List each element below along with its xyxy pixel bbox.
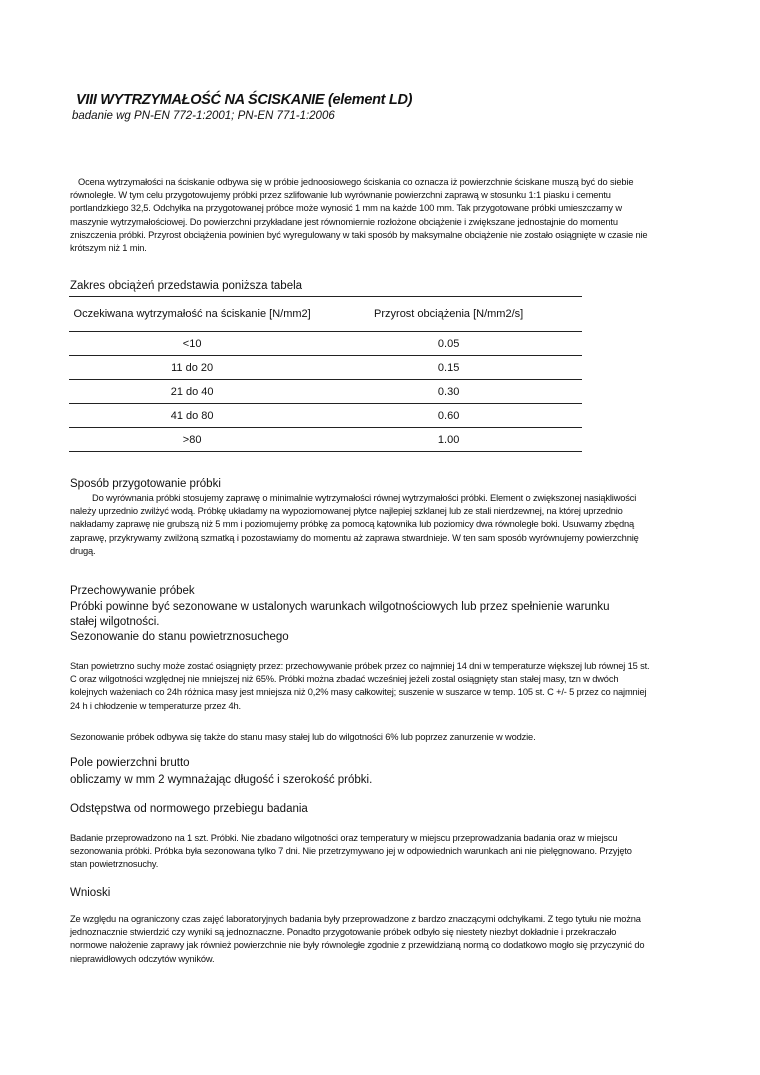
table-row (69, 380, 582, 404)
storage-paragraph: Próbki powinne być sezonowane w ustalonych warunkach wilgotnościowych lub przez spełnienie warunku stałej wilgotności. (70, 601, 610, 628)
conclusions-heading: Wnioski (70, 887, 111, 899)
table-cell: 0.30 (315, 380, 582, 404)
table-cell: 21 do 40 (69, 380, 315, 404)
table-caption: Zakres obciążeń przedstawia poniższa tabela (70, 280, 303, 292)
table-cell: <10 (69, 332, 315, 356)
area-heading: Pole powierzchni brutto (70, 757, 190, 769)
page-title: VIII WYTRZYMAŁOŚĆ NA ŚCISKANIE (element LD) (76, 92, 413, 108)
seasoning-note: Sezonowanie próbek odbywa się także do stanu masy stałej lub do wilgotności 6% lub poprzez zanurzenie w wodzie. (70, 732, 536, 742)
table-header-row (69, 297, 582, 332)
table-header-rate: Przyrost obciążenia [N/mm2/s] (315, 297, 582, 332)
conclusions-paragraph: Ze względu na ograniczony czas zajęć laboratoryjnych badania były przeprowadzone z bardzo znaczącymi odchyłkami. Z tego tytułu nie można jednoznacznie stwierdzić czy wyniki są jednoznaczne. Ponadto przygotowanie próbek odbyło się niestety niezbyt dokładnie i przekraczało normowe nałożenie zaprawy jak również powierzchnie nie były równoległe zgodnie z przewidzianą normą co dodatkowo mogło się przyczynić do nieprawidłowych odczytów wyników. (70, 914, 645, 964)
table-cell: 0.05 (315, 332, 582, 356)
load-rate-table (69, 296, 582, 452)
area-paragraph: obliczamy w mm 2 wymnażając długość i szerokość próbki. (70, 774, 373, 786)
prep-paragraph: Do wyrównania próbki stosujemy zaprawę o minimalnie wytrzymałości równej wytrzymałości próbki. Element o zwiększonej nasiąkliwości należy uprzednio zwilżyć wodą. Próbkę układamy na wypoziomowanej płytce najlepiej szklanej lub ze stali nierdzewnej, na której uprzednio nakładamy zaprawę nie grubszą niż 5 mm i poziomujemy próbkę za pomocą kątownika lub poziomicy dwa równoległe boki. Usuwamy zbędną zaprawę, przykrywamy zwilżoną szmatką i pozostawiamy do momentu aż zaprawa stwardnieje. W ten sam sposób wyrównujemy powierzchnię drugą. (70, 493, 639, 556)
deviations-paragraph: Badanie przeprowadzono na 1 szt. Próbki. Nie zbadano wilgotności oraz temperatury w miejscu przeprowadzania badania oraz w miejscu sezonowania próbki. Próbka była sezonowana tylko 7 dni. Nie przetrzymywano jej w odpowiednich warunkach ani nie pielęgnowano. Przyjęto stan powietrznosuchy. (70, 833, 632, 870)
deviations-heading: Odstępstwa od normowego przebiegu badania (70, 803, 308, 815)
table-row (69, 428, 582, 452)
seasoning-paragraph: Stan powietrzno suchy może zostać osiągnięty przez: przechowywanie próbek przez co najmniej 14 dni w temperaturze większej lub równej 15 st. C oraz wilgotności względnej nie mniejszej niż 65%. Próbki można zbadać wcześniej jeżeli zostal osiągnięty stan stałej masy, tzn w dwóch kolejnych ważeniach co 24h różnica masy jest mniejsza niż 0,2% masy całkowitej; suszenie w suszarce w temp. 105 st. C +/- 5 przez co najmniej 24 h i chłodzenie w temperaturze przez 4h. (70, 661, 650, 711)
table-cell: 41 do 80 (69, 404, 315, 428)
table-cell: 0.60 (315, 404, 582, 428)
table-row (69, 404, 582, 428)
table-header-strength: Oczekiwana wytrzymałość na ściskanie [N/mm2] (69, 297, 315, 332)
table-cell: >80 (69, 428, 315, 452)
table-cell: 1.00 (315, 428, 582, 452)
intro-paragraph: Ocena wytrzymałości na ściskanie odbywa się w próbie jednoosiowego ściskania co oznacza iż powierzchnie ściskane muszą być do siebie równoległe. W tym celu przygotowujemy próbki przez szlifowanie lub wyrównanie powierzchni zaprawą w stosunku 1:1 piasku i cementu portlandzkiego 32,5. Odchyłka na przygotowanej próbce może wynosić 1 mm na każde 100 mm. Tak przygotowane próbki umieszczamy w maszynie wytrzymałościowej. Do powierzchni przykładane jest równomiernie rozłożone obciążenie i zwiększane jednostajnie do momentu zniszczenia próbki. Przyrost obciążenia powinien być wyregulowany w taki sposób by maksymalne obciążenie nie zostało osiągnięte w czasie nie krótszym niż 1 min. (70, 177, 648, 254)
prep-heading: Sposób przygotowanie próbki (70, 478, 221, 490)
page-subtitle: badanie wg PN-EN 772-1:2001; PN-EN 771-1:2006 (72, 110, 335, 122)
table-row (69, 356, 582, 380)
table-row (69, 332, 582, 356)
storage-heading: Przechowywanie próbek (70, 585, 195, 597)
table-cell: 11 do 20 (69, 356, 315, 380)
table-cell: 0.15 (315, 356, 582, 380)
seasoning-heading: Sezonowanie do stanu powietrznosuchego (70, 631, 289, 643)
